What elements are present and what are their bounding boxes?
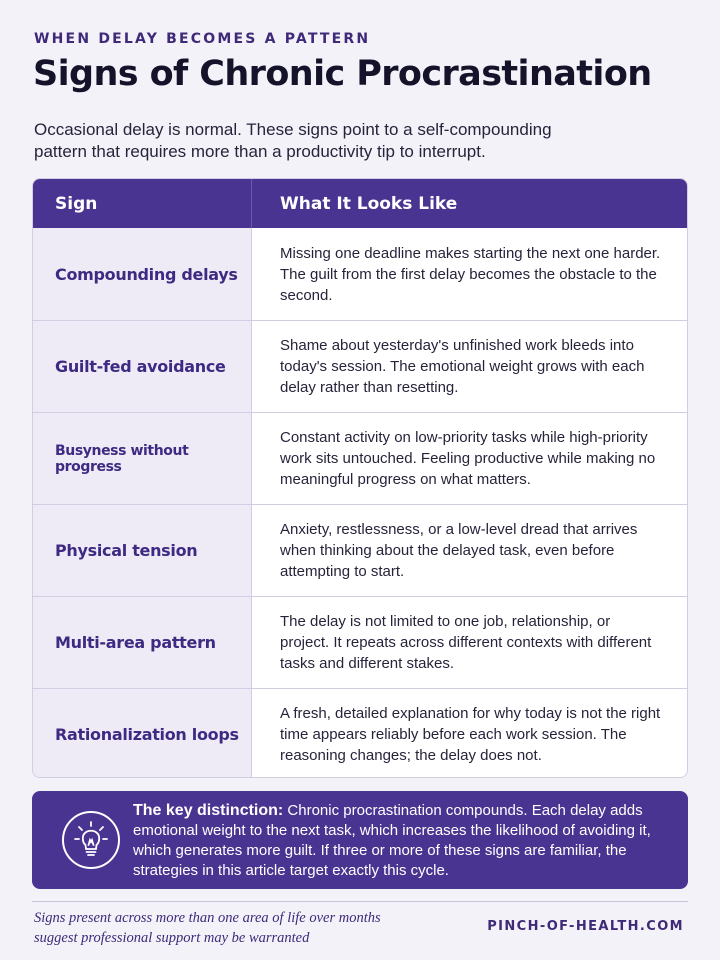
signs-table: [32, 178, 688, 778]
sign-cell: Rationalization loops: [33, 689, 252, 778]
description-cell: The delay is not limited to one job, relationship, or project. It repeats across different contexts with different tasks and different stakes.: [280, 613, 652, 672]
page-title: Signs of Chronic Procrastination: [33, 54, 652, 94]
sign-cell: Guilt-fed avoidance: [33, 321, 252, 412]
description-cell: Anxiety, restlessness, or a low-level dread that arrives when thinking about the delayed task, even before attempting to start.: [280, 521, 638, 580]
sign-cell: Busyness without progress: [33, 413, 252, 504]
table-header: [33, 179, 687, 228]
callout-text: [133, 801, 673, 881]
lightbulb-icon: [62, 811, 120, 869]
table-row: [33, 320, 687, 412]
description-cell: Shame about yesterday's unfinished work bleeds into today's session. The emotional weight grows with each delay rather than resetting.: [280, 337, 645, 396]
column-header-description: What It Looks Like: [280, 193, 458, 214]
sign-cell: Multi-area pattern: [33, 597, 252, 688]
callout-body: Chronic procrastination compounds. Each delay adds emotional weight to the next task, which increases the likelihood of avoiding it, which generates more guilt. If three or more of these signs are familiar, the strategies in this article target exactly this cycle.: [133, 802, 651, 879]
sign-cell: Physical tension: [33, 505, 252, 596]
table-row: [33, 412, 687, 504]
table-row: [33, 688, 687, 778]
site-url: PINCH-OF-HEALTH.COM: [487, 919, 684, 934]
table-row: [33, 596, 687, 688]
intro-paragraph: Occasional delay is normal. These signs point to a self-compounding pattern that requires more than a productivity tip to interrupt.: [34, 120, 552, 161]
table-row: [33, 504, 687, 596]
column-header-sign: Sign: [33, 179, 252, 228]
sign-cell: Compounding delays: [33, 228, 252, 320]
eyebrow-label: WHEN DELAY BECOMES A PATTERN: [34, 31, 371, 47]
description-cell: Constant activity on low-priority tasks while high-priority work sits untouched. Feeling productive while making no meaningful progress on what matters.: [280, 429, 656, 488]
table-row: [33, 228, 687, 320]
description-cell: Missing one deadline makes starting the next one harder. The guilt from the first delay becomes the obstacle to the second.: [280, 244, 661, 304]
key-distinction-callout: [32, 791, 688, 889]
footer-note: Signs present across more than one area of life over months suggest professional support may be warranted: [34, 910, 381, 946]
footer-divider: [32, 901, 688, 902]
description-cell: A fresh, detailed explanation for why today is not the right time appears reliably before each work session. The reasoning changes; the delay does not.: [280, 705, 661, 764]
callout-lead: The key distinction:: [133, 802, 284, 819]
